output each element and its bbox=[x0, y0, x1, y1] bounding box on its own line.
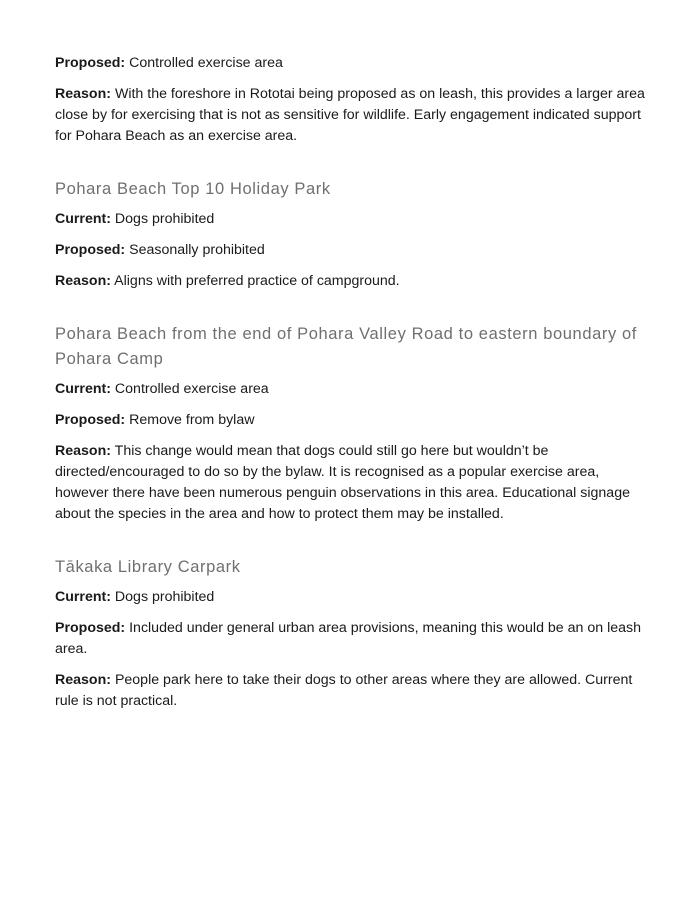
reason-paragraph bbox=[55, 271, 645, 292]
reason-label: Reason: bbox=[55, 86, 111, 102]
intro-block bbox=[55, 53, 645, 147]
current-label: Current: bbox=[55, 589, 111, 605]
current-value: Dogs prohibited bbox=[114, 589, 215, 605]
reason-label: Reason: bbox=[55, 443, 111, 459]
proposed-label: Proposed: bbox=[55, 620, 126, 636]
proposed-paragraph bbox=[55, 53, 645, 74]
reason-value: People park here to take their dogs to other areas where they are allowed. Current rule is not practical. bbox=[55, 672, 633, 709]
reason-paragraph bbox=[55, 441, 645, 525]
document-page bbox=[55, 53, 645, 722]
reason-label: Reason: bbox=[55, 672, 111, 688]
current-paragraph bbox=[55, 587, 645, 608]
section-takaka-library-carpark bbox=[55, 555, 645, 712]
reason-value: Aligns with preferred practice of campground. bbox=[114, 273, 400, 289]
proposed-paragraph bbox=[55, 618, 645, 660]
reason-paragraph bbox=[55, 84, 645, 147]
section-pohara-holiday-park bbox=[55, 177, 645, 292]
section-heading: Pohara Beach from the end of Pohara Valley Road to eastern boundary of Pohara Camp bbox=[55, 325, 637, 368]
section-pohara-beach-eastern bbox=[55, 322, 645, 525]
proposed-value: Controlled exercise area bbox=[129, 55, 283, 71]
proposed-label: Proposed: bbox=[55, 412, 126, 428]
current-paragraph bbox=[55, 209, 645, 230]
proposed-label: Proposed: bbox=[55, 242, 126, 258]
proposed-value: Remove from bylaw bbox=[129, 412, 255, 428]
proposed-value: Seasonally prohibited bbox=[129, 242, 265, 258]
current-paragraph bbox=[55, 379, 645, 400]
current-label: Current: bbox=[55, 211, 111, 227]
reason-value: This change would mean that dogs could still go here but wouldn’t be directed/encouraged to do so by the bylaw. It is recognised as a popular exercise area, however there have been numerous penguin observations in this area. Educational signage about the species in the area and how to protect them may be installed. bbox=[55, 443, 630, 522]
current-label: Current: bbox=[55, 381, 111, 397]
reason-label: Reason: bbox=[55, 273, 111, 289]
proposed-paragraph bbox=[55, 240, 645, 261]
section-heading: Pohara Beach Top 10 Holiday Park bbox=[55, 180, 331, 198]
proposed-paragraph bbox=[55, 410, 645, 431]
section-heading: Tākaka Library Carpark bbox=[55, 558, 241, 576]
proposed-label: Proposed: bbox=[55, 55, 126, 71]
current-value: Controlled exercise area bbox=[114, 381, 269, 397]
reason-paragraph bbox=[55, 670, 645, 712]
proposed-value: Included under general urban area provisions, meaning this would be an on leash area. bbox=[55, 620, 641, 657]
current-value: Dogs prohibited bbox=[114, 211, 215, 227]
reason-value: With the foreshore in Rototai being proposed as on leash, this provides a larger area close by for exercising that is not as sensitive for wildlife. Early engagement indicated support for Pohara Beach as an exercise area. bbox=[55, 86, 645, 144]
